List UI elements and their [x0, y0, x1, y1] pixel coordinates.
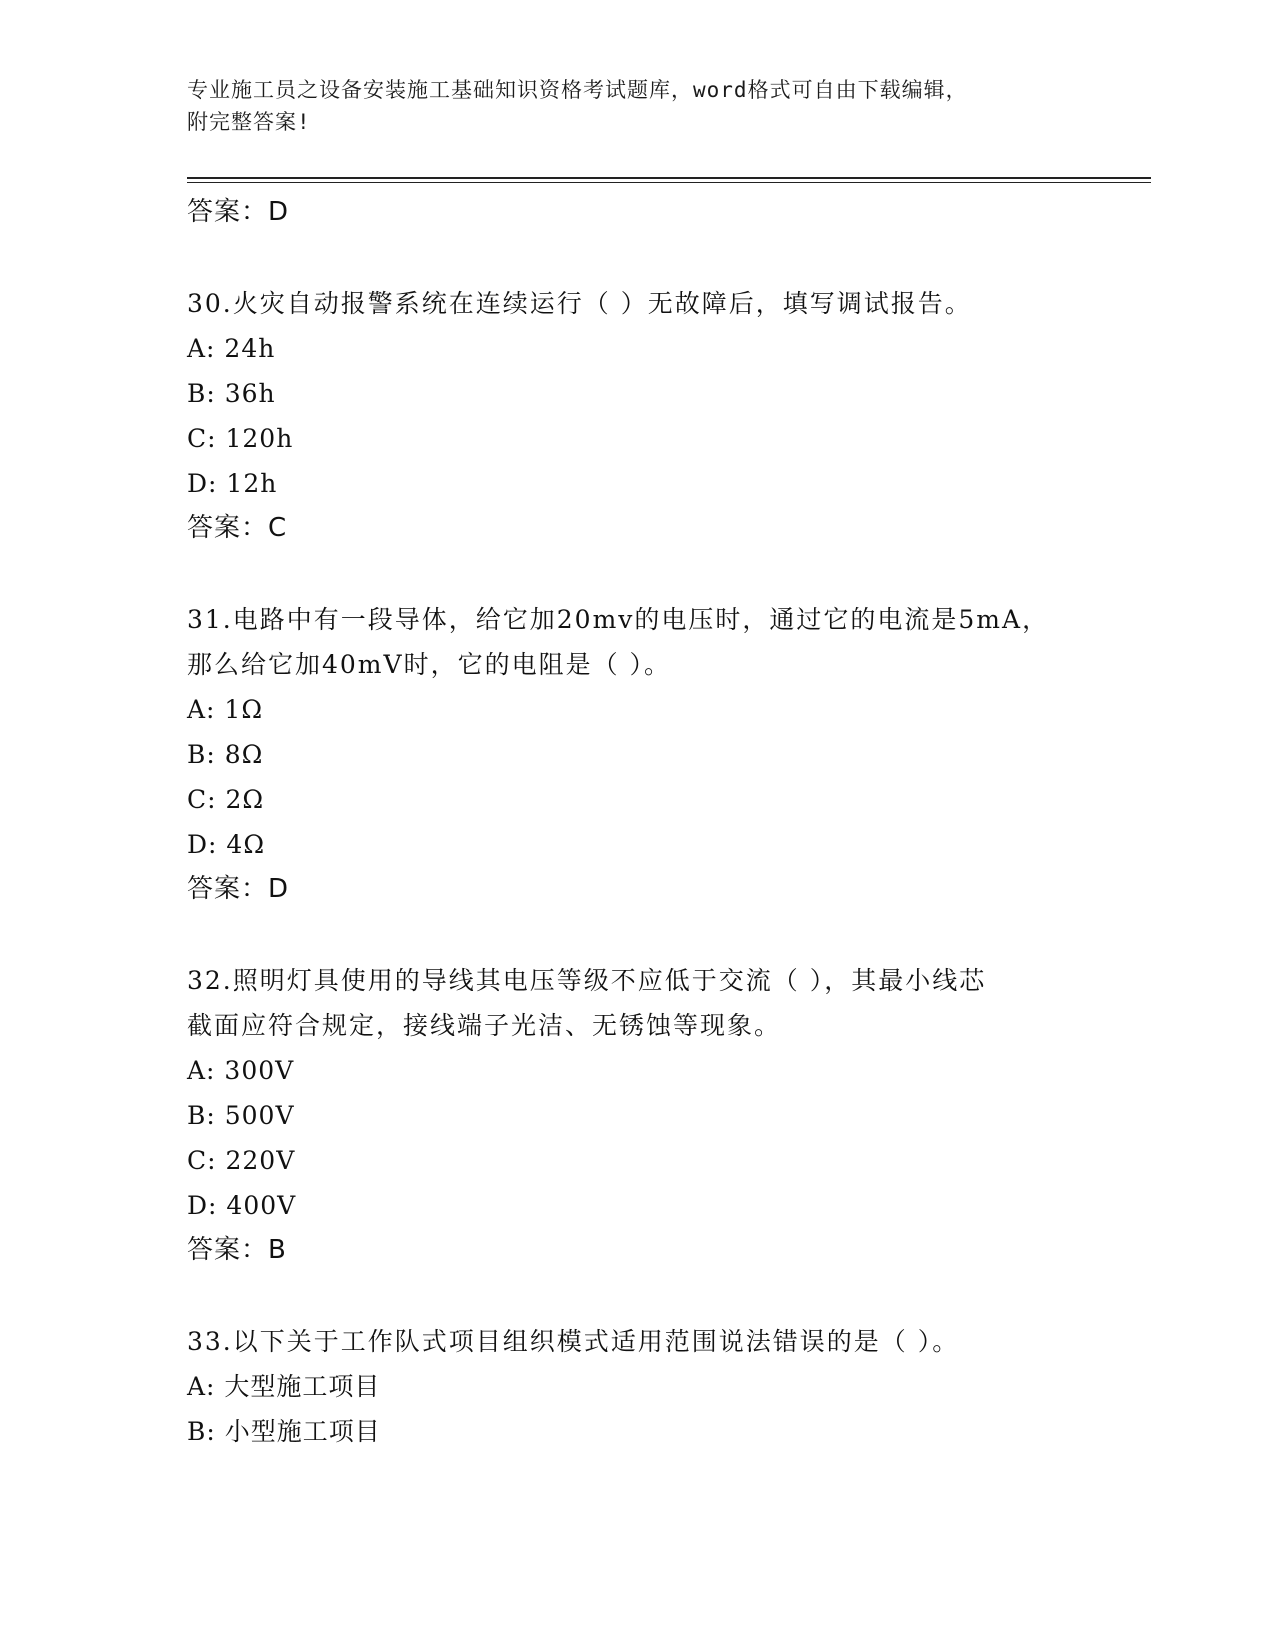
- option-c: C: 120h: [187, 424, 294, 453]
- option-b: B: 36h: [187, 379, 276, 408]
- question-stem-line-2: 那么给它加40mV时，它的电阻是（ ）。: [187, 650, 672, 679]
- option-b: B: 8Ω: [187, 740, 264, 769]
- document-header: [187, 74, 1087, 138]
- header-line-1: 专业施工员之设备安装施工基础知识资格考试题库，word格式可自由下载编辑，: [187, 78, 968, 102]
- question-answer: 答案：D: [187, 874, 290, 904]
- question-32: [187, 958, 1087, 1273]
- question-30: [187, 281, 1087, 551]
- question-stem-line-2: 截面应符合规定，接线端子光洁、无锈蚀等现象。: [187, 1011, 782, 1040]
- option-d: D: 400V: [187, 1191, 297, 1220]
- option-d: D: 4Ω: [187, 830, 266, 859]
- header-divider-thin: [187, 182, 1151, 183]
- option-a: A: 大型施工项目: [187, 1372, 381, 1401]
- option-a: A: 24h: [187, 334, 276, 363]
- question-stem: 30.火灾自动报警系统在连续运行（ ）无故障后，填写调试报告。: [187, 289, 972, 318]
- option-a: A: 300V: [187, 1056, 295, 1085]
- previous-answer: 答案：D: [187, 197, 290, 227]
- header-line-2: 附完整答案!: [187, 110, 311, 134]
- header-divider-thick: [187, 177, 1151, 179]
- question-list: [187, 190, 1087, 1454]
- question-stem-line-1: 32.照明灯具使用的导线其电压等级不应低于交流（ ），其最小线芯: [187, 966, 987, 995]
- question-stem: 33.以下关于工作队式项目组织模式适用范围说法错误的是（ ）。: [187, 1327, 960, 1356]
- question-stem-line-1: 31.电路中有一段导体，给它加20mv的电压时，通过它的电流是5mA，: [187, 605, 1050, 634]
- question-answer: 答案：C: [187, 513, 288, 543]
- option-c: C: 220V: [187, 1146, 296, 1175]
- question-31: [187, 597, 1087, 912]
- option-d: D: 12h: [187, 469, 278, 498]
- option-a: A: 1Ω: [187, 695, 264, 724]
- option-c: C: 2Ω: [187, 785, 265, 814]
- option-b: B: 500V: [187, 1101, 295, 1130]
- question-answer: 答案：B: [187, 1235, 287, 1265]
- option-b: B: 小型施工项目: [187, 1417, 381, 1446]
- question-33: [187, 1319, 1087, 1454]
